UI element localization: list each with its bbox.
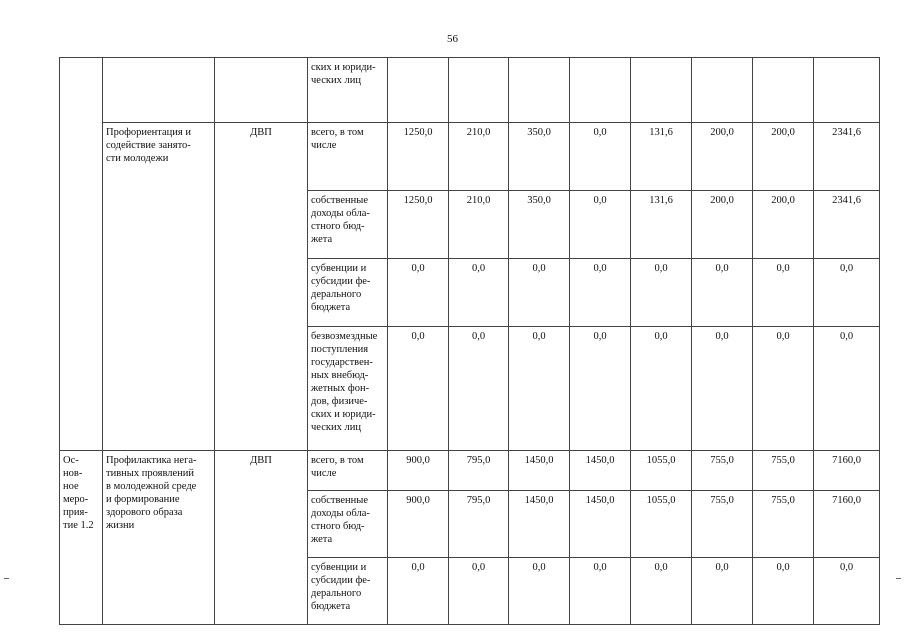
year-value-cell: 210,0 [449, 191, 509, 259]
year-value-cell: 755,0 [692, 451, 753, 491]
year-value-cell: 0,0 [509, 259, 570, 327]
table-body [60, 58, 880, 625]
total-value-cell [814, 58, 880, 123]
total-value-cell: 7160,0 [814, 451, 880, 491]
year-value-cell: 1055,0 [631, 491, 692, 558]
year-value-cell [570, 58, 631, 123]
year-value-cell: 0,0 [570, 558, 631, 625]
year-value-cell: 795,0 [449, 491, 509, 558]
year-value-cell [631, 58, 692, 123]
funding-source-cell: всего, в том числе [308, 123, 388, 191]
table-row [60, 123, 880, 191]
year-value-cell: 0,0 [570, 191, 631, 259]
year-value-cell: 210,0 [449, 123, 509, 191]
year-value-cell: 0,0 [449, 259, 509, 327]
funding-source-cell: субвенции и субсидии фе- дерального бюджета [308, 558, 388, 625]
year-value-cell [388, 58, 449, 123]
year-value-cell: 0,0 [631, 259, 692, 327]
funding-source-cell: собственные доходы обла- стного бюд- жета [308, 491, 388, 558]
margin-mark [896, 578, 901, 579]
total-value-cell: 0,0 [814, 558, 880, 625]
funding-source-cell: субвенции и субсидии фе- дерального бюджета [308, 259, 388, 327]
table-row [60, 58, 880, 123]
funding-source-cell: собственные доходы обла- стного бюд- жета [308, 191, 388, 259]
year-value-cell: 1450,0 [570, 451, 631, 491]
year-value-cell: 795,0 [449, 451, 509, 491]
year-value-cell: 131,6 [631, 123, 692, 191]
year-value-cell [449, 58, 509, 123]
funding-source-cell: всего, в том числе [308, 451, 388, 491]
responsible-executor-cell: ДВП [215, 123, 308, 451]
year-value-cell: 350,0 [509, 123, 570, 191]
year-value-cell: 0,0 [509, 327, 570, 451]
year-value-cell: 131,6 [631, 191, 692, 259]
funding-source-cell: ских и юриди- ческих лиц [308, 58, 388, 123]
year-value-cell: 200,0 [753, 191, 814, 259]
total-value-cell: 7160,0 [814, 491, 880, 558]
year-value-cell: 0,0 [692, 259, 753, 327]
year-value-cell: 0,0 [631, 558, 692, 625]
year-value-cell: 0,0 [570, 327, 631, 451]
year-value-cell: 900,0 [388, 491, 449, 558]
year-value-cell: 0,0 [570, 123, 631, 191]
year-value-cell: 200,0 [692, 191, 753, 259]
year-value-cell [509, 58, 570, 123]
year-value-cell: 200,0 [753, 123, 814, 191]
year-value-cell: 1250,0 [388, 191, 449, 259]
margin-mark [4, 578, 9, 579]
year-value-cell: 0,0 [692, 558, 753, 625]
year-value-cell: 0,0 [570, 259, 631, 327]
year-value-cell: 1450,0 [509, 491, 570, 558]
total-value-cell: 2341,6 [814, 191, 880, 259]
event-name-cell: Профилактика нега- тивных проявлений в молодежной среде и формирование здорового образа жизни [103, 451, 215, 625]
year-value-cell [692, 58, 753, 123]
year-value-cell: 755,0 [753, 451, 814, 491]
total-value-cell: 0,0 [814, 327, 880, 451]
year-value-cell: 0,0 [753, 259, 814, 327]
year-value-cell: 0,0 [388, 259, 449, 327]
total-value-cell: 2341,6 [814, 123, 880, 191]
year-value-cell: 755,0 [753, 491, 814, 558]
budget-table [59, 57, 880, 625]
year-value-cell: 0,0 [449, 327, 509, 451]
year-value-cell: 200,0 [692, 123, 753, 191]
program-code-cell [60, 58, 103, 451]
year-value-cell: 350,0 [509, 191, 570, 259]
event-name-cell [103, 58, 215, 123]
funding-source-cell: безвозмездные поступления государствен- ных внебюд- жетных фон- дов, физиче- ских и юриди- ческих лиц [308, 327, 388, 451]
year-value-cell: 0,0 [753, 327, 814, 451]
total-value-cell: 0,0 [814, 259, 880, 327]
year-value-cell: 0,0 [449, 558, 509, 625]
year-value-cell: 0,0 [631, 327, 692, 451]
page-number: 56 [447, 33, 458, 45]
responsible-executor-cell: ДВП [215, 451, 308, 625]
year-value-cell: 0,0 [753, 558, 814, 625]
table-row [60, 451, 880, 491]
event-name-cell: Профориентация и содействие занято- сти молодежи [103, 123, 215, 451]
year-value-cell: 1450,0 [509, 451, 570, 491]
year-value-cell: 0,0 [388, 327, 449, 451]
year-value-cell: 1450,0 [570, 491, 631, 558]
year-value-cell: 755,0 [692, 491, 753, 558]
year-value-cell: 0,0 [388, 558, 449, 625]
year-value-cell: 900,0 [388, 451, 449, 491]
year-value-cell [753, 58, 814, 123]
year-value-cell: 0,0 [509, 558, 570, 625]
program-code-cell: Ос- нов- ное меро- прия- тие 1.2 [60, 451, 103, 625]
year-value-cell: 1055,0 [631, 451, 692, 491]
responsible-executor-cell [215, 58, 308, 123]
year-value-cell: 1250,0 [388, 123, 449, 191]
year-value-cell: 0,0 [692, 327, 753, 451]
